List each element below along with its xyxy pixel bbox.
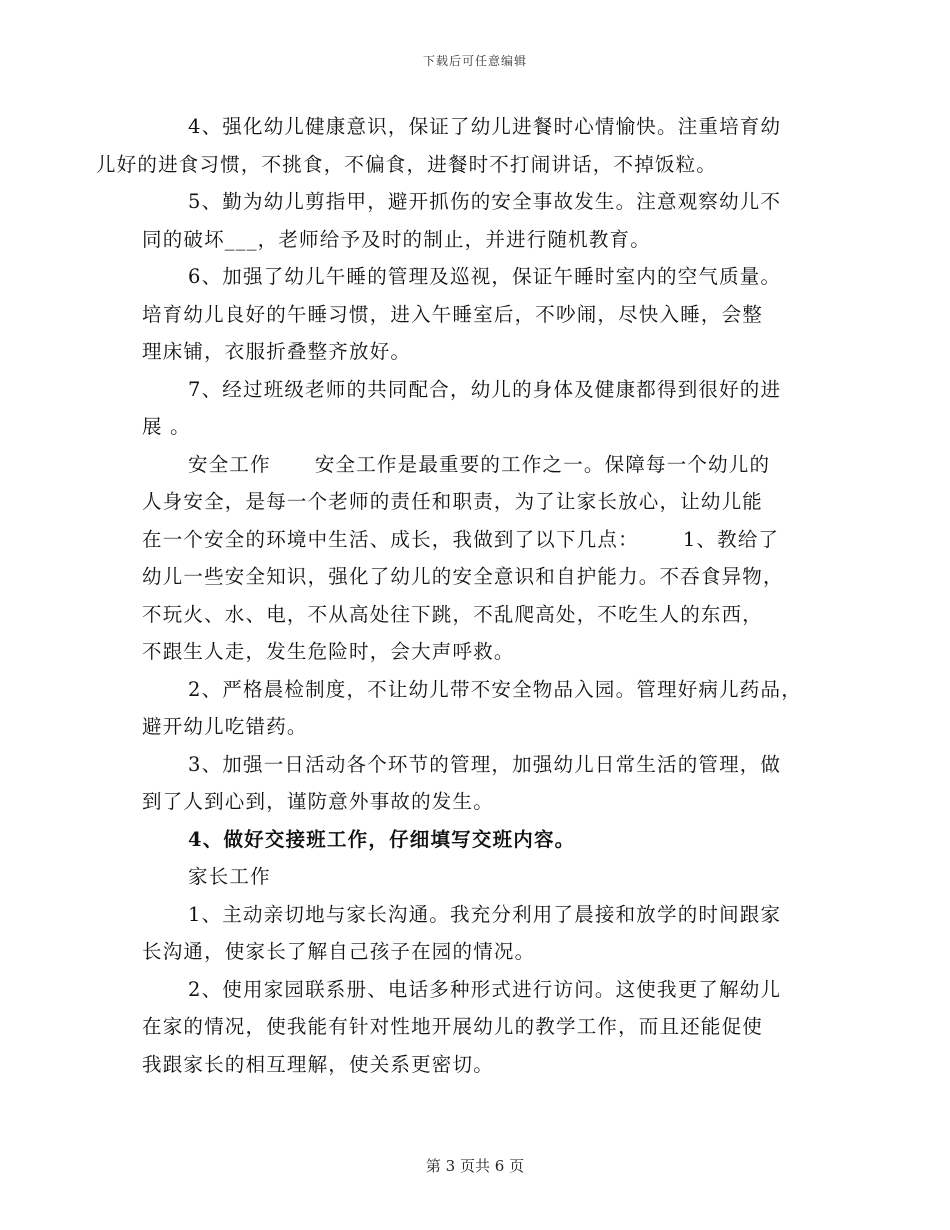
safety-heading: 安全工作: [188, 452, 271, 476]
safety-section: [142, 446, 822, 671]
safety-item-1-start: 1、教给了: [682, 527, 780, 551]
safety-item-4: 4、做好交接班工作，仔细填写交班内容。: [188, 827, 576, 851]
page-footer: 第 3 页共 6 页: [425, 1157, 525, 1175]
document-body: [96, 108, 822, 1083]
safety-item-2: [142, 671, 822, 746]
text-line: [96, 521, 822, 559]
text-line: 不跟生人走，发生危险时，会大声呼救。: [142, 640, 515, 663]
text-line: 幼儿一些安全知识，强化了幼儿的安全意识和自护能力。不吞食异物，: [142, 565, 784, 588]
text-line: 长沟通，使家长了解自己孩子在园的情况。: [142, 940, 536, 963]
text-line: 人身安全，是每一个老师的责任和职责，为了让家长放心，让幼儿能: [142, 490, 764, 513]
text-line: 2、使用家园联系册、电话多种形式进行访问。这使我更了解幼儿: [188, 977, 782, 1001]
text-line: 6、加强了幼儿午睡的管理及巡视，保证午睡时室内的空气质量。: [188, 265, 782, 288]
text-line: 儿好的进食习惯，不挑食，不偏食，进餐时不打闹讲话，不掉饭粒。: [96, 152, 718, 176]
text-segment: 在一个安全的环境中生活、成长，我做到了以下几点：: [142, 527, 639, 551]
text-line: 7、经过班级老师的共同配合，幼儿的身体及健康都得到很好的进: [188, 377, 782, 401]
safety-item-3: [142, 746, 822, 821]
paragraph-item-4: [96, 108, 822, 183]
text-line: 我跟家长的相互理解，使关系更密切。: [142, 1052, 494, 1076]
text-line: 同的破坏___，老师给予及时的制止，并进行随机教育。: [142, 227, 651, 251]
text-line: 展 。: [142, 415, 191, 438]
text-line: 不玩火、水、电，不从高处往下跳，不乱爬高处，不吃生人的东西，: [142, 602, 764, 626]
text-line: 培育幼儿良好的午睡习惯，进入午睡室后，不吵闹，尽快入睡，会整: [142, 302, 764, 326]
paragraph-item-7: [142, 371, 822, 446]
parents-heading: 家长工作: [188, 865, 271, 888]
text-line: 3、加强一日活动各个环节的管理，加强幼儿日常生活的管理，做: [188, 752, 782, 776]
parents-item-1: [142, 896, 822, 971]
text-line: 1、主动亲切地与家长沟通。我充分利用了晨接和放学的时间跟家: [188, 902, 782, 926]
text-line: 到了人到心到，谨防意外事故的发生。: [142, 790, 494, 813]
page-header: 下载后可任意编辑: [422, 54, 527, 68]
safety-intro: 安全工作是最重要的工作之一。保障每一个幼儿的: [314, 452, 771, 476]
parents-item-2: [142, 971, 822, 1084]
text-line: 5、勤为幼儿剪指甲，避开抓伤的安全事故发生。注意观察幼儿不: [188, 190, 782, 213]
paragraph-item-6: [142, 258, 822, 371]
text-line: 2、严格晨检制度，不让幼儿带不安全物品入园。管理好病儿药品，: [188, 677, 802, 701]
text-line: 在家的情况，使我能有针对性地开展幼儿的教学工作，而且还能促使: [142, 1015, 764, 1038]
text-line: 4、强化幼儿健康意识，保证了幼儿进餐时心情愉快。注重培育幼: [188, 115, 782, 138]
text-line: 理床铺，衣服折叠整齐放好。: [142, 340, 412, 363]
text-line: 避开幼儿吃错药。: [142, 715, 308, 738]
paragraph-item-5: [142, 183, 822, 258]
safety-first-line: [142, 446, 822, 484]
